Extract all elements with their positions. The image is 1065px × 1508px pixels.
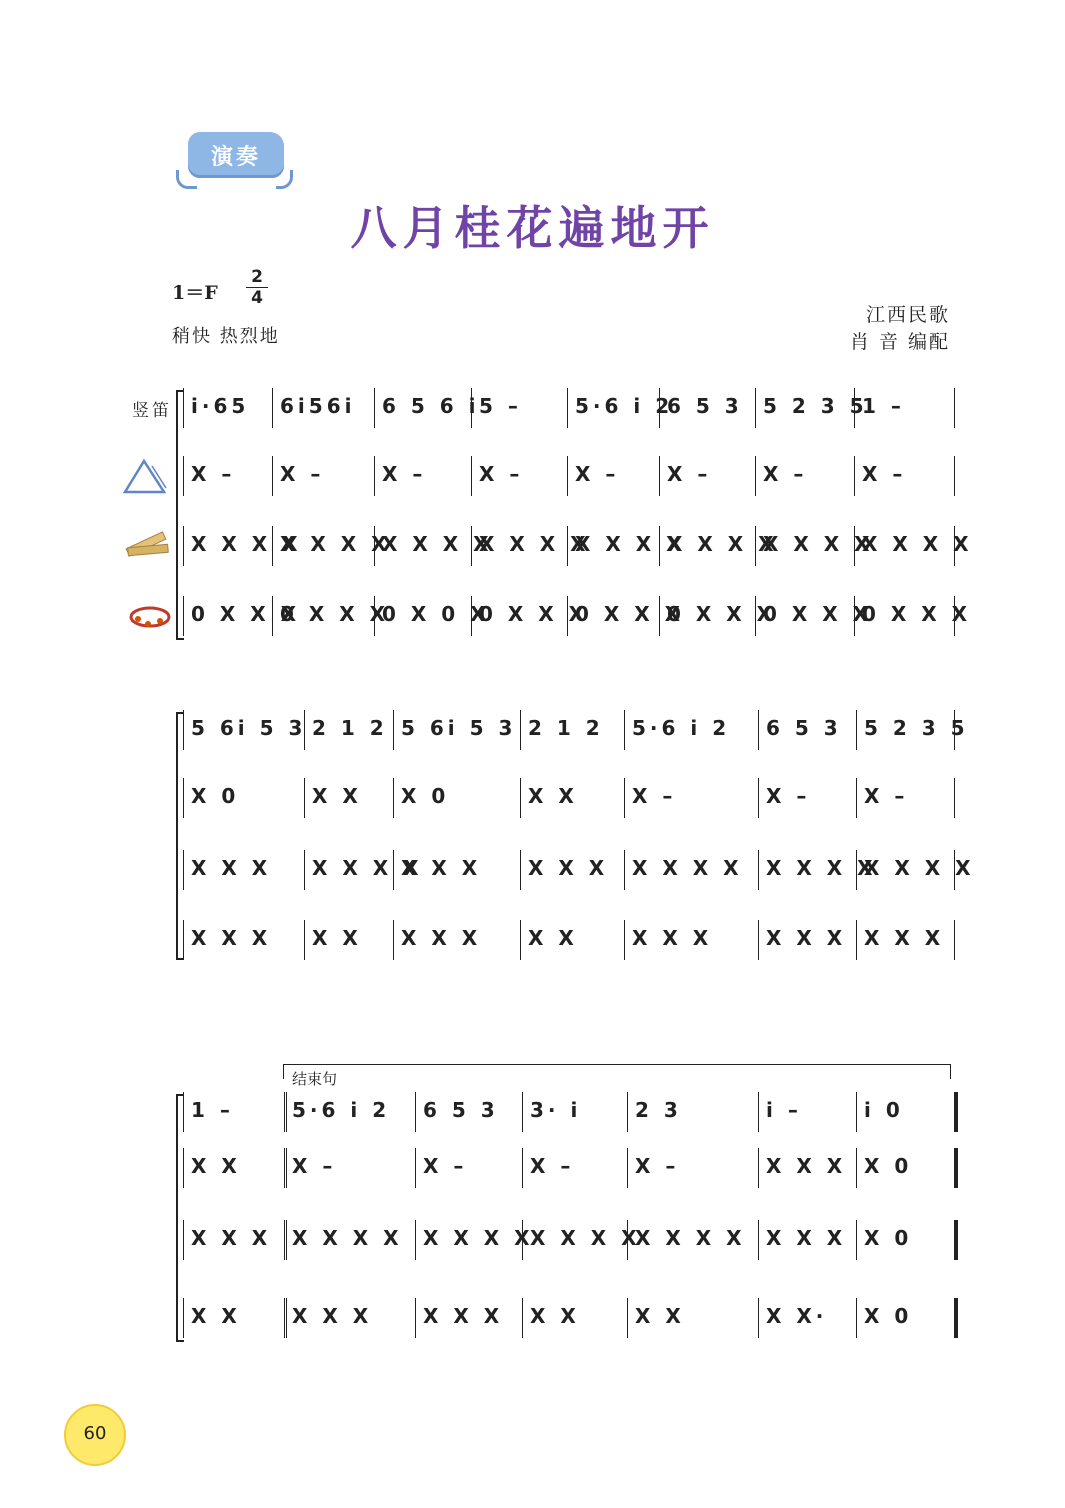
bar-line xyxy=(284,1092,291,1132)
bar-line xyxy=(659,456,660,496)
bar-line xyxy=(954,920,955,960)
bar-line xyxy=(520,778,521,818)
measure-s1-r4-m4: 0 X X X xyxy=(479,602,589,626)
bar-line xyxy=(954,388,955,428)
measure-s2-r2-m6: X – xyxy=(766,784,811,808)
bar-line xyxy=(183,710,184,750)
key-signature: 1＝F xyxy=(172,282,218,304)
measure-s2-r2-m1: X 0 xyxy=(191,784,240,808)
measure-s1-r4-m3: 0 X 0 X xyxy=(382,602,490,626)
measure-s1-r2-m7: X – xyxy=(763,462,808,486)
bar-line xyxy=(284,1298,291,1338)
bar-line xyxy=(415,1092,416,1132)
bar-line xyxy=(520,920,521,960)
bar-line xyxy=(304,850,305,890)
measure-s1-r1-m8: 1 – xyxy=(862,394,905,418)
recorder-label: 竖笛 xyxy=(132,401,172,421)
bar-line xyxy=(415,1220,416,1260)
bar-line xyxy=(627,1298,628,1338)
time-signature-top: 2 xyxy=(251,267,263,287)
measure-s2-r4-m3: X X X xyxy=(401,926,482,950)
measure-s3-r4-m7: X 0 xyxy=(864,1304,913,1328)
measure-s2-r4-m6: X X X xyxy=(766,926,847,950)
measure-s2-r1-m5: 5·6 i 2 xyxy=(632,716,731,740)
measure-s3-r1-m6: i – xyxy=(766,1098,802,1122)
bar-line xyxy=(624,920,625,960)
bar-line xyxy=(627,1092,628,1132)
measure-s3-r1-m3: 6 5 3 xyxy=(423,1098,499,1122)
measure-s3-r4-m5: X X xyxy=(635,1304,685,1328)
bar-line xyxy=(758,850,759,890)
measure-s2-r4-m4: X X xyxy=(528,926,578,950)
bar-line xyxy=(304,778,305,818)
bar-line xyxy=(522,1148,523,1188)
bar-line xyxy=(954,1148,958,1188)
bar-line xyxy=(856,1220,857,1260)
bar-line xyxy=(183,1220,184,1260)
measure-s2-r1-m3: 5 6i 5 3 xyxy=(401,716,517,740)
measure-s2-r1-m6: 6 5 3 xyxy=(766,716,842,740)
bar-line xyxy=(758,1220,759,1260)
measure-s3-r2-m4: X – xyxy=(530,1154,575,1178)
bar-line xyxy=(284,1148,291,1188)
bar-line xyxy=(471,456,472,496)
bar-line xyxy=(272,456,273,496)
measure-s1-r1-m1: i·65 xyxy=(191,394,250,418)
measure-s1-r2-m8: X – xyxy=(862,462,907,486)
bar-line xyxy=(624,710,625,750)
bar-line xyxy=(272,388,273,428)
bar-line xyxy=(854,456,855,496)
measure-s3-r3-m4: X X X X xyxy=(530,1226,641,1250)
bar-line xyxy=(183,596,184,636)
measure-s2-r1-m2: 2 1 2 xyxy=(312,716,388,740)
measure-s3-r2-m5: X – xyxy=(635,1154,680,1178)
measure-s2-r3-m3: X X X xyxy=(401,856,482,880)
bar-line xyxy=(183,526,184,566)
bar-line xyxy=(520,850,521,890)
bar-line xyxy=(183,920,184,960)
measure-s3-r3-m1: X X X xyxy=(191,1226,272,1250)
song-source: 江西民歌 xyxy=(865,304,950,326)
tempo-marking: 稍快 热烈地 xyxy=(172,326,280,347)
bar-line xyxy=(374,388,375,428)
bar-line xyxy=(758,1092,759,1132)
bar-line xyxy=(567,456,568,496)
measure-s1-r2-m5: X – xyxy=(575,462,620,486)
measure-s3-r2-m1: X X xyxy=(191,1154,241,1178)
measure-s3-r1-m4: 3· i xyxy=(530,1098,582,1122)
measure-s3-r1-m7: i 0 xyxy=(864,1098,904,1122)
measure-s3-r3-m2: X X X X xyxy=(292,1226,403,1250)
measure-s2-r2-m5: X – xyxy=(632,784,677,808)
measure-s1-r1-m4: 5 – xyxy=(479,394,522,418)
bar-line xyxy=(856,920,857,960)
measure-s1-r3-m7: X X X X xyxy=(763,532,874,556)
measure-s3-r1-m1: 1 – xyxy=(191,1098,234,1122)
measure-s1-r2-m3: X – xyxy=(382,462,427,486)
bar-line xyxy=(183,850,184,890)
song-arranger: 肖 音 编配 xyxy=(849,331,950,353)
bar-line xyxy=(856,1298,857,1338)
measure-s3-r2-m7: X 0 xyxy=(864,1154,913,1178)
measure-s3-r2-m2: X – xyxy=(292,1154,337,1178)
measure-s2-r4-m7: X X X xyxy=(864,926,945,950)
measure-s2-r3-m1: X X X xyxy=(191,856,272,880)
bar-line xyxy=(415,1148,416,1188)
bar-line xyxy=(624,778,625,818)
measure-s1-r2-m4: X – xyxy=(479,462,524,486)
measure-s3-r1-m5: 2 3 xyxy=(635,1098,682,1122)
measure-s2-r1-m4: 2 1 2 xyxy=(528,716,604,740)
measure-s1-r3-m3: X X X X xyxy=(382,532,493,556)
measure-s3-r2-m3: X – xyxy=(423,1154,468,1178)
bar-line xyxy=(183,1148,184,1188)
bar-line xyxy=(758,1298,759,1338)
measure-s1-r2-m6: X – xyxy=(667,462,712,486)
song-title: 八月桂花遍地开 xyxy=(350,201,715,255)
bar-line xyxy=(954,1220,958,1260)
bar-line xyxy=(755,388,756,428)
bar-line xyxy=(856,778,857,818)
measure-s2-r2-m3: X 0 xyxy=(401,784,450,808)
bar-line xyxy=(183,1092,184,1132)
measure-s1-r1-m6: 6 5 3 xyxy=(667,394,743,418)
bar-line xyxy=(393,778,394,818)
bar-line xyxy=(954,456,955,496)
bar-line xyxy=(520,710,521,750)
measure-s1-r2-m1: X – xyxy=(191,462,236,486)
measure-s3-r4-m1: X X xyxy=(191,1304,241,1328)
measure-s1-r3-m4: X X X X xyxy=(479,532,590,556)
time-signature-bottom: 4 xyxy=(251,288,263,308)
measure-s1-r4-m5: 0 X X X xyxy=(575,602,685,626)
bar-line xyxy=(522,1298,523,1338)
bar-line xyxy=(954,1298,958,1338)
bar-line xyxy=(393,920,394,960)
bar-line xyxy=(755,456,756,496)
bar-line xyxy=(624,850,625,890)
measure-s2-r4-m5: X X X xyxy=(632,926,713,950)
bar-line xyxy=(758,920,759,960)
bar-line xyxy=(758,778,759,818)
measure-s1-r3-m5: X X X X xyxy=(575,532,686,556)
measure-s1-r3-m1: X X X X xyxy=(191,532,302,556)
measure-s1-r1-m7: 5 2 3 5 xyxy=(763,394,868,418)
ending-label: 结束句 xyxy=(292,1070,338,1088)
measure-s2-r1-m1: 5 6i 5 3 xyxy=(191,716,307,740)
measure-s3-r3-m3: X X X X xyxy=(423,1226,534,1250)
measure-s2-r2-m7: X – xyxy=(864,784,909,808)
bar-line xyxy=(856,1148,857,1188)
measure-s2-r1-m7: 5 2 3 5 xyxy=(864,716,969,740)
bar-line xyxy=(183,778,184,818)
measure-s1-r3-m2: X X X X xyxy=(280,532,391,556)
measure-s3-r3-m7: X 0 xyxy=(864,1226,913,1250)
measure-s2-r2-m2: X X xyxy=(312,784,362,808)
measure-s3-r1-m2: 5·6 i 2 xyxy=(292,1098,391,1122)
bar-line xyxy=(856,710,857,750)
measure-s1-r3-m8: X X X X xyxy=(862,532,973,556)
bar-line xyxy=(567,388,568,428)
measure-s2-r4-m1: X X X xyxy=(191,926,272,950)
measure-s1-r1-m5: 5·6 i 2 xyxy=(575,394,674,418)
bar-line xyxy=(374,456,375,496)
bar-line xyxy=(183,456,184,496)
measure-s1-r4-m6: 0 X X X xyxy=(667,602,777,626)
measure-s2-r3-m6: X X X X xyxy=(766,856,877,880)
bar-line xyxy=(954,778,955,818)
measure-s1-r4-m1: 0 X X X xyxy=(191,602,301,626)
measure-s2-r4-m2: X X xyxy=(312,926,362,950)
bar-line xyxy=(758,710,759,750)
measure-s3-r2-m6: X X X xyxy=(766,1154,847,1178)
measure-s1-r4-m7: 0 X X X xyxy=(763,602,873,626)
measure-s3-r4-m4: X X xyxy=(530,1304,580,1328)
bar-line xyxy=(304,920,305,960)
bar-line xyxy=(627,1148,628,1188)
measure-s2-r3-m2: X X X X xyxy=(312,856,423,880)
page-number-badge xyxy=(64,1404,126,1466)
measure-s1-r4-m8: 0 X X X xyxy=(862,602,972,626)
bar-line xyxy=(415,1298,416,1338)
measure-s3-r4-m6: X X· xyxy=(766,1304,828,1328)
bar-line xyxy=(393,710,394,750)
measure-s3-r3-m6: X X X xyxy=(766,1226,847,1250)
bar-line xyxy=(522,1092,523,1132)
bar-line xyxy=(758,1148,759,1188)
measure-s2-r3-m4: X X X xyxy=(528,856,609,880)
bar-line xyxy=(183,1298,184,1338)
measure-s1-r4-m2: 0 X X X xyxy=(280,602,390,626)
measure-s2-r2-m4: X X xyxy=(528,784,578,808)
measure-s1-r2-m2: X – xyxy=(280,462,325,486)
measure-s3-r4-m2: X X X xyxy=(292,1304,373,1328)
bar-line xyxy=(954,1092,958,1132)
page-number: 60 xyxy=(83,1423,107,1444)
measure-s1-r1-m2: 6i56i xyxy=(280,394,356,418)
measure-s3-r4-m3: X X X xyxy=(423,1304,504,1328)
measure-s3-r3-m5: X X X X xyxy=(635,1226,746,1250)
measure-s1-r3-m6: X X X X xyxy=(667,532,778,556)
bar-line xyxy=(856,1092,857,1132)
bar-line xyxy=(284,1220,291,1260)
measure-s2-r3-m7: X X X X xyxy=(864,856,975,880)
section-tag-label: 演奏 xyxy=(210,145,261,170)
bar-line xyxy=(183,388,184,428)
measure-s1-r1-m3: 6 5 6 i xyxy=(382,394,480,418)
measure-s2-r3-m5: X X X X xyxy=(632,856,743,880)
